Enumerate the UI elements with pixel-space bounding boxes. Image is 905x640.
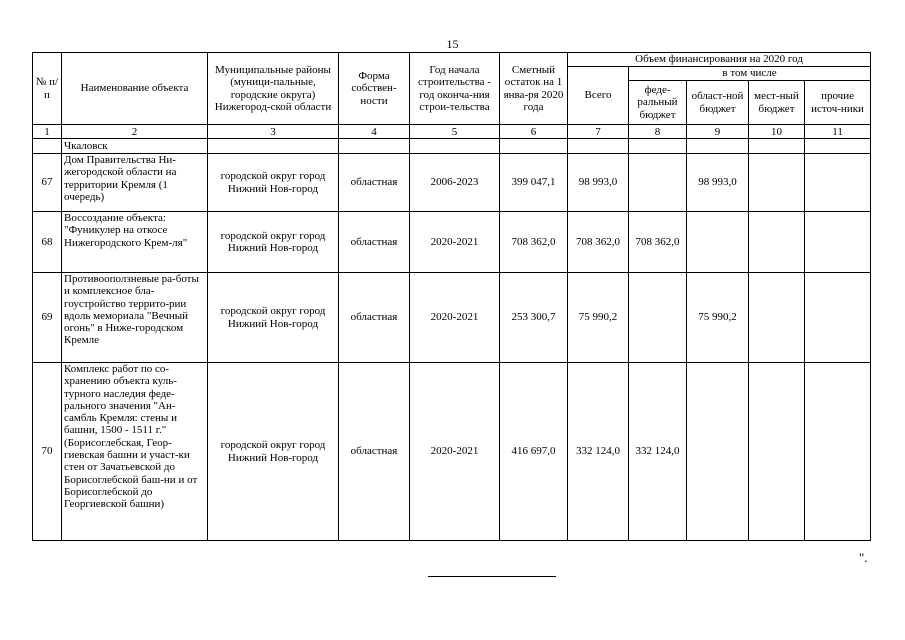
column-number: 9 <box>687 125 749 139</box>
header-num: № п/п <box>33 53 62 125</box>
header-funding: Объем финансирования на 2020 год <box>568 53 871 67</box>
header-name: Наименование объекта <box>62 53 208 125</box>
district: городской округ город Нижний Нов-город <box>208 212 339 273</box>
funding-regional <box>687 363 749 541</box>
ownership-form: областная <box>339 154 410 212</box>
funding-regional: 75 990,2 <box>687 273 749 363</box>
row-num: 70 <box>33 363 62 541</box>
section-label: Чкаловск <box>62 139 208 154</box>
section-row <box>33 139 871 154</box>
table-row <box>33 154 871 212</box>
row-num: 67 <box>33 154 62 212</box>
funding-local <box>749 154 805 212</box>
section-num-cell <box>33 139 62 154</box>
construction-years: 2020-2021 <box>410 212 500 273</box>
column-number: 11 <box>805 125 871 139</box>
funding-other <box>805 212 871 273</box>
table-row <box>33 273 871 363</box>
column-number: 7 <box>568 125 629 139</box>
funding-other <box>805 154 871 212</box>
column-number: 5 <box>410 125 500 139</box>
district: городской округ город Нижний Нов-город <box>208 273 339 363</box>
column-number: 2 <box>62 125 208 139</box>
header-total: Всего <box>568 67 629 125</box>
estimated-balance: 416 697,0 <box>500 363 568 541</box>
table-row <box>33 212 871 273</box>
funding-total: 708 362,0 <box>568 212 629 273</box>
funding-regional: 98 993,0 <box>687 154 749 212</box>
column-number: 6 <box>500 125 568 139</box>
header-district: Муниципальные районы (муници-пальные, городские округа) Нижегород-ской области <box>208 53 339 125</box>
funding-total: 75 990,2 <box>568 273 629 363</box>
header-including: в том числе <box>629 67 871 81</box>
district: городской округ город Нижний Нов-город <box>208 363 339 541</box>
column-number: 3 <box>208 125 339 139</box>
district: городской округ город Нижний Нов-город <box>208 154 339 212</box>
funding-local <box>749 273 805 363</box>
funding-federal: 332 124,0 <box>629 363 687 541</box>
ownership-form: областная <box>339 363 410 541</box>
row-num: 68 <box>33 212 62 273</box>
column-number-row <box>33 125 871 139</box>
estimated-balance: 708 362,0 <box>500 212 568 273</box>
header-form: Форма собствен-ности <box>339 53 410 125</box>
funding-other <box>805 273 871 363</box>
funding-local <box>749 363 805 541</box>
ownership-form: областная <box>339 273 410 363</box>
header-years: Год начала строительства - год оконча-ния строи-тельства <box>410 53 500 125</box>
header-federal: феде-ральный бюджет <box>629 81 687 125</box>
column-number: 10 <box>749 125 805 139</box>
funding-federal <box>629 273 687 363</box>
construction-years: 2020-2021 <box>410 363 500 541</box>
funding-table <box>32 52 871 541</box>
funding-regional <box>687 212 749 273</box>
object-name: Дом Правительства Ни-жегородской области на территории Кремля (1 очередь) <box>62 154 208 212</box>
estimated-balance: 253 300,7 <box>500 273 568 363</box>
footer-rule <box>428 576 556 577</box>
header-row-1 <box>33 53 871 67</box>
funding-other <box>805 363 871 541</box>
object-name: Противооползневые ра-боты и комплексное бла-гоустройство террито-рии вдоль мемориала "Вечный огонь" в Ниже-городском Кремле <box>62 273 208 363</box>
funding-federal <box>629 154 687 212</box>
header-other: прочие источ-ники <box>805 81 871 125</box>
funding-local <box>749 212 805 273</box>
estimated-balance: 399 047,1 <box>500 154 568 212</box>
column-number: 1 <box>33 125 62 139</box>
column-number: 8 <box>629 125 687 139</box>
header-local: мест-ный бюджет <box>749 81 805 125</box>
construction-years: 2020-2021 <box>410 273 500 363</box>
page-number: 15 <box>446 37 459 51</box>
header-regional: област-ной бюджет <box>687 81 749 125</box>
funding-total: 332 124,0 <box>568 363 629 541</box>
row-num: 69 <box>33 273 62 363</box>
ownership-form: областная <box>339 212 410 273</box>
object-name: Комплекс работ по со-хранению объекта куль-турного наследия феде-рального значения "Ан-самбль Кремля: стены и башни, 1500 - 1511 г." (Борисоглебская, Геор-гиевская башни и участ-ки стен от Зачатьевской до Борисоглебской баш-ни и от Борисоглебской до Георгиевской башни) <box>62 363 208 541</box>
funding-total: 98 993,0 <box>568 154 629 212</box>
header-balance: Сметный остаток на 1 янва-ря 2020 года <box>500 53 568 125</box>
column-number: 4 <box>339 125 410 139</box>
object-name: Воссоздание объекта: "Фуникулер на откосе Нижегородского Крем-ля" <box>62 212 208 273</box>
closing-quote: ". <box>859 550 868 565</box>
construction-years: 2006-2023 <box>410 154 500 212</box>
funding-federal: 708 362,0 <box>629 212 687 273</box>
table-row <box>33 363 871 541</box>
